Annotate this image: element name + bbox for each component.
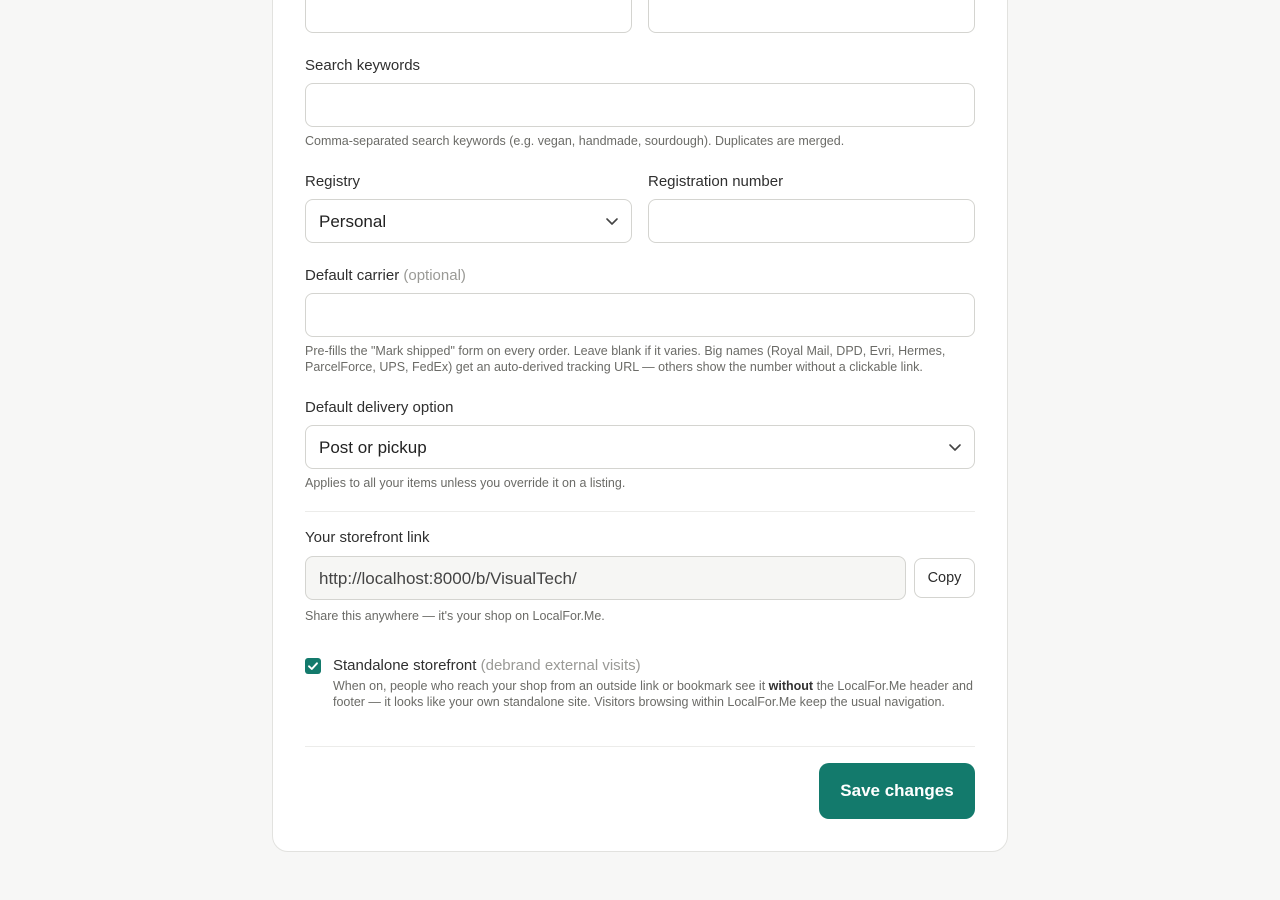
registry-select[interactable]: [305, 199, 632, 243]
storefront-link-input[interactable]: [305, 556, 906, 600]
top-right-input[interactable]: [648, 0, 975, 33]
search-keywords-input[interactable]: [305, 83, 975, 127]
without-emphasis: without: [768, 679, 814, 693]
check-icon: [305, 658, 321, 674]
save-changes-button[interactable]: Save changes: [819, 763, 975, 819]
standalone-note: (debrand external visits): [480, 657, 641, 674]
default-carrier-input[interactable]: [305, 293, 975, 337]
default-delivery-selected-value: Post or pickup: [319, 438, 427, 457]
registration-number-label: Registration number: [648, 173, 784, 190]
optional-tag: (optional): [403, 267, 466, 284]
footer-divider: [305, 746, 975, 747]
top-left-input[interactable]: [305, 0, 632, 33]
default-carrier-label: Default carrier (optional): [305, 267, 466, 284]
storefront-link-value: http://localhost:8000/b/VisualTech/: [319, 569, 577, 588]
registry-label: Registry: [305, 173, 361, 190]
copy-link-button[interactable]: Copy: [914, 558, 975, 598]
section-divider: [305, 511, 975, 512]
default-delivery-select[interactable]: [305, 425, 975, 469]
search-keywords-help: Comma-separated search keywords (e.g. vegan, handmade, sourdough). Duplicates are merged.: [305, 134, 845, 148]
storefront-link-help: Share this anywhere — it's your shop on LocalFor.Me.: [305, 609, 605, 623]
search-keywords-label: Search keywords: [305, 57, 421, 74]
registration-number-input[interactable]: [648, 199, 975, 243]
registry-selected-value: Personal: [319, 212, 387, 231]
storefront-link-label: Your storefront link: [305, 529, 430, 546]
default-carrier-help: Pre-fills the "Mark shipped" form on every order. Leave blank if it varies. Big names (Royal Mail, DPD, Evri, Hermes, ParcelForce, UPS, FedEx) get an auto-derived tracking URL — others show the number without a clickable link.: [305, 344, 946, 374]
default-delivery-label: Default delivery option: [305, 399, 454, 416]
chevron-down-icon: [605, 214, 619, 228]
standalone-description: When on, people who reach your shop from an outside link or bookmark see it without the LocalFor.Me header and footer — it looks like your own standalone site. Visitors browsing within LocalFor.Me keep the usual navigation.: [333, 679, 973, 709]
standalone-label[interactable]: Standalone storefront (debrand external visits): [333, 657, 641, 674]
chevron-down-icon: [948, 440, 962, 454]
standalone-checkbox[interactable]: [305, 658, 321, 674]
default-delivery-help: Applies to all your items unless you override it on a listing.: [305, 476, 626, 490]
